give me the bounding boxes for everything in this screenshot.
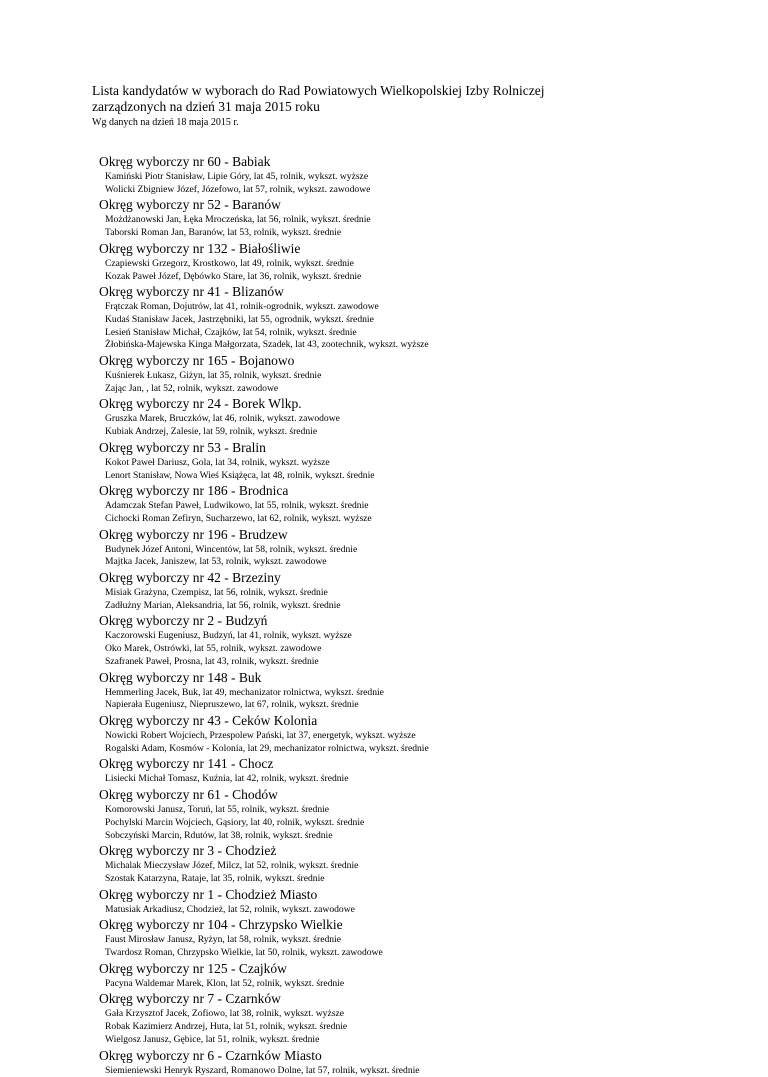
- district-block: [99, 482, 719, 525]
- candidate-entry: Zadłużny Marian, Aleksandria, lat 56, rolnik, wykszt. średnie: [105, 599, 341, 611]
- candidate-entry: Budynek Józef Antoni, Wincentów, lat 58, rolnik, wykszt. średnie: [105, 543, 358, 555]
- district-block: [99, 712, 719, 755]
- candidate-entry: Twardosz Roman, Chrzypsko Wielkie, lat 50, rolnik, wykszt. zawodowe: [105, 947, 383, 959]
- candidate-entry: Wielgosz Janusz, Gębice, lat 51, rolnik, wykszt. średnie: [105, 1033, 320, 1045]
- district-title: Okręg wyborczy nr 165 - Bojanowo: [99, 353, 295, 369]
- candidate-entry: Napierała Eugeniusz, Niepruszewo, lat 67, rolnik, wykszt. średnie: [105, 699, 359, 711]
- district-block: [99, 1047, 719, 1077]
- district-title: Okręg wyborczy nr 52 - Baranów: [99, 197, 281, 213]
- candidate-entry: Wolicki Zbigniew Józef, Józefowo, lat 57, rolnik, wykszt. zawodowe: [105, 183, 371, 195]
- candidate-entry: Lesień Stanisław Michał, Czajków, lat 54, rolnik, wykszt. średnie: [105, 326, 357, 338]
- district-block: [99, 439, 719, 482]
- district-title: Okręg wyborczy nr 61 - Chodów: [99, 787, 278, 803]
- district-block: [99, 569, 719, 612]
- candidate-entry: Matusiak Arkadiusz, Chodzież, lat 52, rolnik, wykszt. zawodowe: [105, 903, 355, 915]
- candidate-entry: Faust Mirosław Janusz, Ryżyn, lat 58, rolnik, wykszt. średnie: [105, 934, 341, 946]
- district-title: Okręg wyborczy nr 24 - Borek Wlkp.: [99, 396, 302, 412]
- candidate-entry: Żłobińska-Majewska Kinga Małgorzata, Szadek, lat 43, zootechnik, wykszt. wyższe: [105, 339, 429, 351]
- candidate-entry: Szafranek Paweł, Prosna, lat 43, rolnik, wykszt. średnie: [105, 655, 319, 667]
- district-block: [99, 842, 719, 885]
- candidate-entry: Majtka Jacek, Janiszew, lat 53, rolnik, wykszt. zawodowe: [105, 556, 327, 568]
- district-title: Okręg wyborczy nr 43 - Ceków Kolonia: [99, 712, 318, 728]
- candidate-entry: Nowicki Robert Wojciech, Przespolew Pański, lat 37, energetyk, wykszt. wyższe: [105, 729, 416, 741]
- candidate-entry: Lenort Stanisław, Nowa Wieś Książęca, lat 48, rolnik, wykszt. średnie: [105, 469, 375, 481]
- district-block: [99, 153, 719, 196]
- candidate-entry: Kubiak Andrzej, Zalesie, lat 59, rolnik, wykszt. średnie: [105, 426, 318, 438]
- district-list: [99, 153, 719, 1077]
- candidate-entry: Kudaś Stanisław Jacek, Jastrzębniki, lat 55, ogrodnik, wykszt. średnie: [105, 313, 374, 325]
- district-title: Okręg wyborczy nr 53 - Bralin: [99, 439, 266, 455]
- document-header: [92, 83, 692, 129]
- document-title-line-1: Lista kandydatów w wyborach do Rad Powiatowych Wielkopolskiej Izby Rolniczej: [92, 83, 545, 98]
- district-title: Okręg wyborczy nr 42 - Brzeziny: [99, 570, 281, 586]
- candidate-entry: Szostak Katarzyna, Rataje, lat 35, rolnik, wykszt. średnie: [105, 872, 325, 884]
- candidate-entry: Komorowski Janusz, Toruń, lat 55, rolnik, wykszt. średnie: [105, 804, 330, 816]
- candidate-entry: Zając Jan, , lat 52, rolnik, wykszt. zawodowe: [105, 382, 279, 394]
- candidate-entry: Robak Kazimierz Andrzej, Huta, lat 51, rolnik, wykszt. średnie: [105, 1021, 348, 1033]
- district-title: Okręg wyborczy nr 125 - Czajków: [99, 960, 287, 976]
- candidate-entry: Kokot Paweł Dariusz, Gola, lat 34, rolnik, wykszt. wyższe: [105, 456, 330, 468]
- candidate-entry: Gała Krzysztof Jacek, Zofiowo, lat 38, rolnik, wykszt. wyższe: [105, 1008, 344, 1020]
- district-title: Okręg wyborczy nr 60 - Babiak: [99, 154, 271, 169]
- candidate-entry: Taborski Roman Jan, Baranów, lat 53, rolnik, wykszt. średnie: [105, 227, 342, 239]
- district-block: [99, 755, 719, 786]
- candidate-entry: Pacyna Waldemar Marek, Klon, lat 52, rolnik, wykszt. średnie: [105, 977, 345, 989]
- candidate-entry: Pochylski Marcin Wojciech, Gąsiory, lat 40, rolnik, wykszt. średnie: [105, 816, 365, 828]
- district-block: [99, 786, 719, 842]
- district-title: Okręg wyborczy nr 2 - Budzyń: [99, 613, 268, 629]
- candidate-entry: Oko Marek, Ostrówki, lat 55, rolnik, wykszt. zawodowe: [105, 643, 322, 655]
- candidate-entry: Sobczyński Marcin, Rdutów, lat 38, rolnik, wykszt. średnie: [105, 829, 333, 841]
- district-block: [99, 916, 719, 959]
- district-block: [99, 352, 719, 395]
- district-block: [99, 395, 719, 438]
- district-block: [99, 526, 719, 569]
- candidate-entry: Adamczak Stefan Paweł, Ludwikowo, lat 55, rolnik, wykszt. średnie: [105, 500, 369, 512]
- candidate-entry: Możdżanowski Jan, Łęka Mroczeńska, lat 56, rolnik, wykszt. średnie: [105, 214, 371, 226]
- document-title-line-2: zarządzonych na dzień 31 maja 2015 roku: [92, 99, 320, 114]
- district-block: [99, 240, 719, 283]
- district-title: Okręg wyborczy nr 41 - Blizanów: [99, 284, 284, 300]
- district-block: [99, 612, 719, 668]
- candidate-entry: Misiak Grażyna, Czempisz, lat 56, rolnik, wykszt. średnie: [105, 587, 328, 599]
- district-title: Okręg wyborczy nr 6 - Czarnków Miasto: [99, 1047, 322, 1063]
- candidate-entry: Gruszka Marek, Bruczków, lat 46, rolnik, wykszt. zawodowe: [105, 413, 340, 425]
- candidate-entry: Michalak Mieczysław Józef, Milcz, lat 52, rolnik, wykszt. średnie: [105, 860, 359, 872]
- candidate-entry: Kamiński Piotr Stanisław, Lipie Góry, lat 45, rolnik, wykszt. wyższe: [105, 171, 369, 182]
- candidate-entry: Kuśnierek Łukasz, Giżyn, lat 35, rolnik, wykszt. średnie: [105, 370, 322, 382]
- district-title: Okręg wyborczy nr 3 - Chodzież: [99, 843, 277, 859]
- candidate-entry: Cichocki Roman Zefiryn, Sucharzewo, lat 62, rolnik, wykszt. wyższe: [105, 512, 372, 524]
- district-title: Okręg wyborczy nr 104 - Chrzypsko Wielkie: [99, 917, 343, 933]
- document-date-note: Wg danych na dzień 18 maja 2015 r.: [92, 117, 239, 128]
- district-title: Okręg wyborczy nr 1 - Chodzież Miasto: [99, 886, 318, 902]
- district-block: [99, 196, 719, 239]
- candidate-entry: Czapiewski Grzegorz, Krostkowo, lat 49, rolnik, wykszt. średnie: [105, 257, 354, 269]
- candidate-entry: Hemmerling Jacek, Buk, lat 49, mechanizator rolnictwa, wykszt. średnie: [105, 686, 384, 698]
- district-title: Okręg wyborczy nr 7 - Czarnków: [99, 991, 281, 1007]
- district-title: Okręg wyborczy nr 148 - Buk: [99, 669, 262, 685]
- district-block: [99, 669, 719, 712]
- district-title: Okręg wyborczy nr 196 - Brudzew: [99, 526, 288, 542]
- district-title: Okręg wyborczy nr 186 - Brodnica: [99, 483, 289, 499]
- candidate-entry: Frątczak Roman, Dojutrów, lat 41, rolnik-ogrodnik, wykszt. zawodowe: [105, 301, 379, 313]
- district-block: [99, 990, 719, 1046]
- district-block: [99, 283, 719, 352]
- candidate-entry: Lisiecki Michał Tomasz, Kuźnia, lat 42, rolnik, wykszt. średnie: [105, 773, 349, 785]
- district-title: Okręg wyborczy nr 132 - Białośliwie: [99, 240, 301, 256]
- district-block: [99, 960, 719, 991]
- candidate-entry: Kozak Paweł Józef, Dębówko Stare, lat 36, rolnik, wykszt. średnie: [105, 270, 362, 282]
- candidate-entry: Rogalski Adam, Kosmów - Kolonia, lat 29, mechanizator rolnictwa, wykszt. średnie: [105, 742, 429, 754]
- district-title: Okręg wyborczy nr 141 - Chocz: [99, 756, 274, 772]
- candidate-entry: Kaczorowski Eugeniusz, Budzyń, lat 41, rolnik, wykszt. wyższe: [105, 630, 352, 642]
- district-block: [99, 886, 719, 917]
- candidate-entry: Siemieniewski Henryk Ryszard, Romanowo Dolne, lat 57, rolnik, wykszt. średnie: [105, 1064, 420, 1076]
